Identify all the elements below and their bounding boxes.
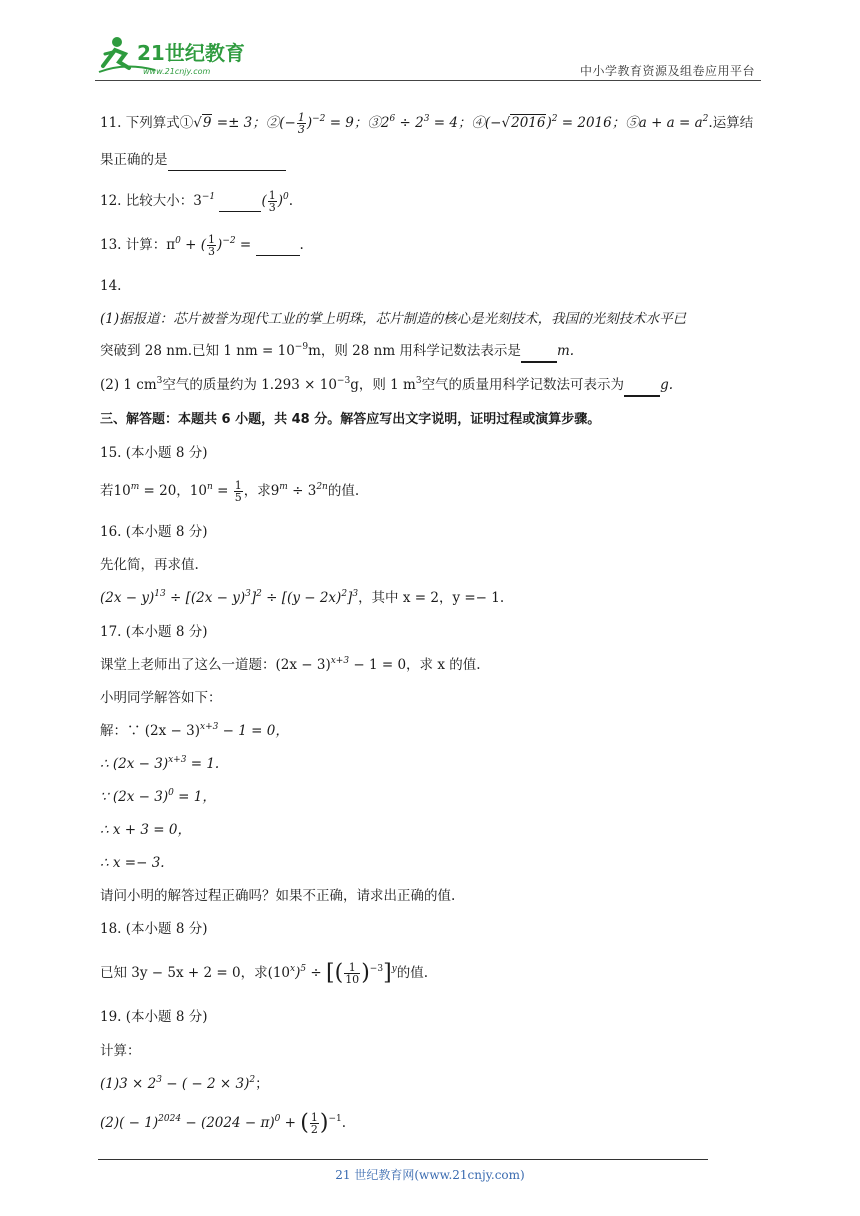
q14-part1-line1: (1)据报道：芯片被誉为现代工业的掌上明珠，芯片制造的核心是光刻技术，我国的光刻技术水平已 — [100, 311, 687, 327]
section-heading: 三、解答题：本题共 6 小题，共 48 分。解答应写出文字说明，证明过程或演算步骤。 — [100, 412, 601, 427]
q14-label: 14. — [100, 278, 122, 294]
answer-blank[interactable] — [219, 191, 261, 212]
answer-blank[interactable] — [168, 150, 286, 171]
q17-line3: 解：∵ $(2x - 3)^{x+3} - 1 = 0$， — [100, 722, 289, 739]
q15-line: 若$10^m = 20$，$10^n$ = $\frac{1}{5}$ ，求$9^m \div 3^{2n}$的值. — [100, 479, 360, 504]
q17-line6: ∴ x + 3 = 0， — [100, 822, 191, 838]
q17-line2: 小明同学解答如下： — [100, 690, 222, 706]
answer-blank[interactable] — [624, 375, 660, 397]
q17-line1: 课堂上老师出了这么一道题：$(2x - 3)^{x+3} - 1 = 0$，求 x 的值. — [100, 656, 481, 673]
q16-line1: 先化简，再求值. — [100, 557, 199, 573]
q15-label: 15. (本小题 8 分) — [100, 445, 208, 461]
q17-line7: ∴ x =− 3. — [100, 855, 165, 871]
q17-line8: 请问小明的解答过程正确吗？如果不正确，请求出正确的值. — [100, 888, 456, 904]
platform-name: 中小学教育资源及组卷应用平台 — [579, 64, 755, 78]
page-header — [95, 32, 761, 80]
page-footer: 21 世纪教育网(www.21cnjy.com) — [335, 1168, 525, 1182]
q16-label: 16. (本小题 8 分) — [100, 524, 208, 540]
q18-line: 已知 3y − 5x + 2 = 0，求$(10^x)^5$ ÷ [( $\frac{1}{10}$ )$^{-3}$]$^y$的值. — [100, 960, 429, 986]
q14-part2-line: (2) 1 $cm^3$空气的质量约为 $1.293 \times 10^{-3}g$，则 1 $m^3$空气的质量用科学记数法可表示为 g. — [100, 375, 673, 397]
q18-label: 18. (本小题 8 分) — [100, 921, 208, 937]
footer-divider — [98, 1159, 708, 1160]
q11-line1: 11. 下列算式①√9 =± 3；②(− $\frac{1}{3}$ )$^{-2}$ = 9；$③2^6 \div 2^3 = 4$；$④(-√2016)^2 = 2016$；⑤a + $a = a^2$.运算结 — [100, 111, 754, 136]
header-divider — [95, 80, 761, 81]
q17-line5: ∵ $(2x - 3)^0 = 1$， — [100, 788, 216, 805]
q19-line1: 计算： — [100, 1043, 141, 1059]
q16-line2: $(2x - y)^{13} \div [(2x - y)^3]^2 \div [(y - 2x)^2]^3$，其中 x = 2，y =− 1. — [100, 589, 505, 606]
answer-blank[interactable] — [521, 341, 557, 363]
site-logo — [95, 32, 255, 78]
q17-label: 17. (本小题 8 分) — [100, 624, 208, 640]
q11-line2: 果正确的是 — [100, 150, 286, 171]
logo-text: 21世纪教育 — [137, 41, 245, 65]
q19-label: 19. (本小题 8 分) — [100, 1009, 208, 1025]
q12-line: 12. 比较大小：$3^{-1}$ ( $\frac{1}{3}$ )$^0$. — [100, 189, 294, 214]
q17-line4: ∴ $(2x - 3)^{x+3} = 1$. — [100, 755, 220, 772]
answer-blank[interactable] — [256, 235, 300, 256]
q13-line: 13. 计算：$\pi^0$ + ( $\frac{1}{3}$ )$^{-2}$ = . — [100, 233, 304, 258]
q19-line3: $(2)( - 1)^{2024} - (2024 - \pi)^0$ + ( $\frac{1}{2}$ )$^{-1}$. — [100, 1110, 347, 1136]
logo-url: www.21cnjy.com — [143, 67, 211, 76]
q14-part1-line2: 突破到 28 nm.已知 1 nm = $10^{-9}m$，则 28 nm 用科学记数法表示是 m. — [100, 341, 574, 363]
q19-line2: $(1)3 \times 2^3$ − ( − 2 × 3)$^2$； — [100, 1075, 269, 1092]
